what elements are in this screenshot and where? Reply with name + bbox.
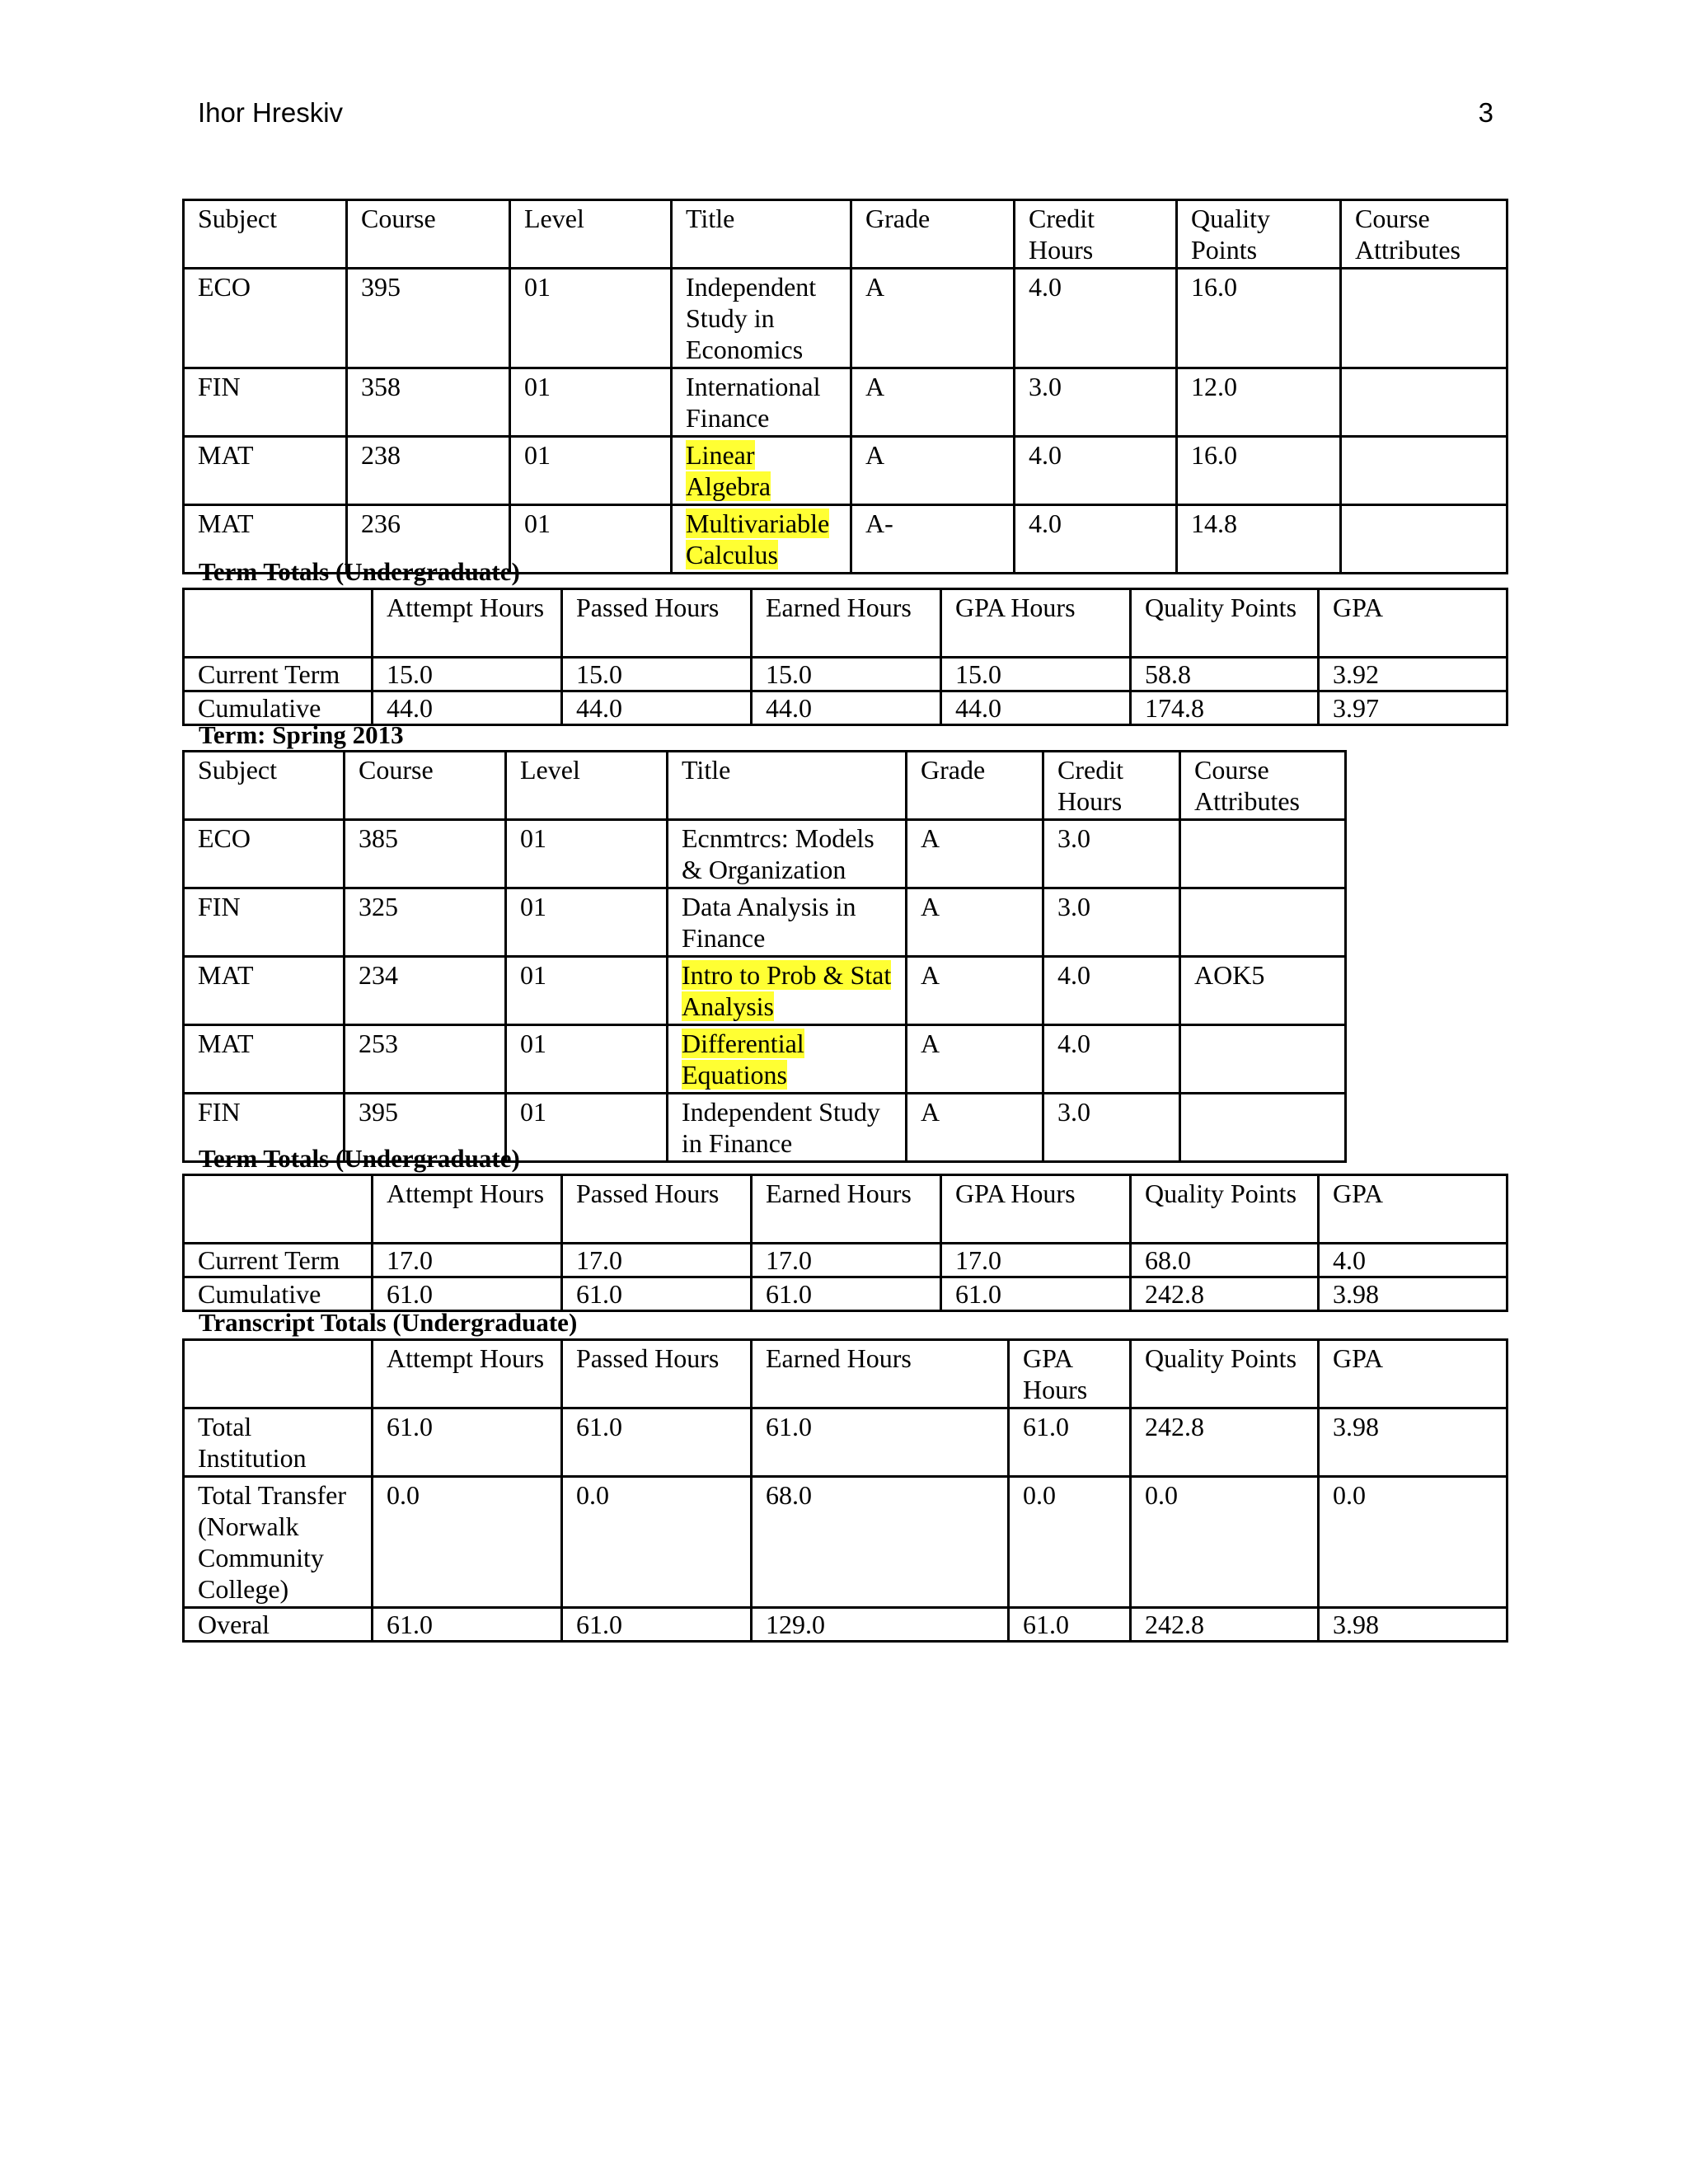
subject-cell: ECO (184, 820, 345, 888)
column-header: Earned Hours (752, 589, 941, 658)
attempt-cell: 0.0 (373, 1477, 562, 1608)
gpa-hours-cell: 17.0 (941, 1244, 1131, 1277)
column-header: GPA (1319, 1175, 1507, 1244)
subject-cell: FIN (184, 368, 347, 437)
attempt-cell: 61.0 (373, 1608, 562, 1642)
gpa-hours-cell: 44.0 (941, 691, 1131, 725)
passed-cell: 61.0 (562, 1408, 752, 1477)
gpa-hours-cell: 61.0 (941, 1277, 1131, 1311)
column-header (184, 589, 373, 658)
credit-cell: 3.0 (1043, 820, 1180, 888)
title-cell: Data Analysis in Finance (668, 888, 907, 957)
subject-cell: MAT (184, 505, 347, 574)
course-cell: 238 (347, 437, 510, 505)
quality-cell: 242.8 (1131, 1277, 1319, 1311)
attributes-cell (1341, 505, 1507, 574)
attributes-cell (1341, 437, 1507, 505)
course-cell: 253 (345, 1025, 506, 1094)
column-header: Attempt Hours (373, 589, 562, 658)
column-header: Subject (184, 752, 345, 820)
title-cell (672, 505, 851, 574)
level-cell: 01 (506, 957, 668, 1025)
column-header: Grade (851, 200, 1015, 269)
column-header: Title (672, 200, 851, 269)
quality-cell: 14.8 (1177, 505, 1341, 574)
level-cell: 01 (510, 437, 672, 505)
term-totals-table-2 (182, 1174, 1508, 1312)
title-cell (668, 1025, 907, 1094)
column-header: Earned Hours (752, 1175, 941, 1244)
attributes-cell (1180, 888, 1346, 957)
highlighted-title: Differential Equations (682, 1029, 804, 1090)
column-header: Quality Points (1131, 1340, 1319, 1408)
column-header: Passed Hours (562, 1175, 752, 1244)
earned-cell: 129.0 (752, 1608, 1009, 1642)
earned-cell: 68.0 (752, 1477, 1009, 1608)
quality-cell: 12.0 (1177, 368, 1341, 437)
gpa-cell: 0.0 (1319, 1477, 1507, 1608)
quality-cell: 68.0 (1131, 1244, 1319, 1277)
column-header: Level (506, 752, 668, 820)
table-row (184, 1477, 1507, 1608)
subject-cell: MAT (184, 957, 345, 1025)
attempt-cell: 17.0 (373, 1244, 562, 1277)
grade-cell: A (907, 820, 1043, 888)
term-totals-caption: Term Totals (Undergraduate) (199, 1144, 520, 1173)
attributes-cell (1180, 1094, 1346, 1162)
table-header-row (184, 200, 1507, 269)
transcript-totals-table (182, 1338, 1508, 1643)
course-cell: 358 (347, 368, 510, 437)
column-header: Course Attributes (1341, 200, 1507, 269)
column-header: Quality Points (1131, 1175, 1319, 1244)
attempt-cell: 15.0 (373, 658, 562, 691)
level-cell: 01 (510, 505, 672, 574)
earned-cell: 61.0 (752, 1277, 941, 1311)
credit-cell: 4.0 (1043, 957, 1180, 1025)
highlighted-title: Multivariable Calculus (686, 509, 830, 569)
quality-cell: 16.0 (1177, 437, 1341, 505)
course-table-1 (182, 199, 1508, 574)
table-row (184, 1025, 1346, 1094)
attempt-cell: 61.0 (373, 1408, 562, 1477)
row-label: Total Transfer (Norwalk Community College) (184, 1477, 373, 1608)
column-header: Quality Points (1131, 589, 1319, 658)
level-cell: 01 (510, 269, 672, 368)
row-label: Current Term (184, 658, 373, 691)
table-row (184, 437, 1507, 505)
passed-cell: 0.0 (562, 1477, 752, 1608)
grade-cell: A (907, 1094, 1043, 1162)
quality-cell: 0.0 (1131, 1477, 1319, 1608)
subject-cell: MAT (184, 1025, 345, 1094)
earned-cell: 17.0 (752, 1244, 941, 1277)
row-label: Cumulative (184, 1277, 373, 1311)
column-header (184, 1340, 373, 1408)
earned-cell: 61.0 (752, 1408, 1009, 1477)
attributes-cell (1180, 820, 1346, 888)
gpa-cell: 3.97 (1319, 691, 1507, 725)
table-row (184, 1244, 1507, 1277)
title-cell (668, 957, 907, 1025)
credit-cell: 3.0 (1043, 1094, 1180, 1162)
grade-cell: A (907, 957, 1043, 1025)
column-header: Attempt Hours (373, 1175, 562, 1244)
gpa-cell: 3.98 (1319, 1408, 1507, 1477)
column-header: GPA Hours (941, 589, 1131, 658)
transcript-totals-caption: Transcript Totals (Undergraduate) (199, 1308, 578, 1337)
row-label: Cumulative (184, 691, 373, 725)
passed-cell: 44.0 (562, 691, 752, 725)
term-totals-caption: Term Totals (Undergraduate) (199, 557, 520, 586)
quality-cell: 242.8 (1131, 1608, 1319, 1642)
title-cell: Independent Study in Finance (668, 1094, 907, 1162)
gpa-cell: 4.0 (1319, 1244, 1507, 1277)
level-cell: 01 (506, 820, 668, 888)
credit-cell: 4.0 (1043, 1025, 1180, 1094)
column-header: Earned Hours (752, 1340, 1009, 1408)
column-header: Subject (184, 200, 347, 269)
level-cell: 01 (506, 888, 668, 957)
credit-cell: 4.0 (1015, 437, 1177, 505)
grade-cell: A (851, 437, 1015, 505)
table-row (184, 1277, 1507, 1311)
subject-cell: FIN (184, 1094, 345, 1162)
title-cell (672, 437, 851, 505)
column-header: GPA (1319, 1340, 1507, 1408)
table-header-row (184, 752, 1346, 820)
column-header: GPA Hours (1009, 1340, 1131, 1408)
column-header: GPA (1319, 589, 1507, 658)
level-cell: 01 (510, 368, 672, 437)
highlighted-title: Intro to Prob & Stat Analysis (682, 960, 892, 1021)
table-row (184, 368, 1507, 437)
passed-cell: 15.0 (562, 658, 752, 691)
column-header: Passed Hours (562, 1340, 752, 1408)
level-cell: 01 (506, 1025, 668, 1094)
table-header-row (184, 1175, 1507, 1244)
title-cell: Independent Study in Economics (672, 269, 851, 368)
attempt-cell: 44.0 (373, 691, 562, 725)
row-label: Current Term (184, 1244, 373, 1277)
column-header: GPA Hours (941, 1175, 1131, 1244)
table-row (184, 269, 1507, 368)
row-label: Overal (184, 1608, 373, 1642)
column-header: Course (345, 752, 506, 820)
course-cell: 385 (345, 820, 506, 888)
subject-cell: ECO (184, 269, 347, 368)
row-label: Total Institution (184, 1408, 373, 1477)
table-row (184, 957, 1346, 1025)
column-header: Passed Hours (562, 589, 752, 658)
quality-cell: 16.0 (1177, 269, 1341, 368)
column-header: Credit Hours (1015, 200, 1177, 269)
column-header: Course Attributes (1180, 752, 1346, 820)
column-header: Credit Hours (1043, 752, 1180, 820)
table-header-row (184, 1340, 1507, 1408)
title-cell: Ecnmtrcs: Models & Organization (668, 820, 907, 888)
term-caption: Term: Spring 2013 (199, 720, 404, 749)
grade-cell: A (851, 368, 1015, 437)
course-cell: 395 (347, 269, 510, 368)
table-row (184, 820, 1346, 888)
column-header: Level (510, 200, 672, 269)
quality-cell: 58.8 (1131, 658, 1319, 691)
column-header: Course (347, 200, 510, 269)
passed-cell: 17.0 (562, 1244, 752, 1277)
attempt-cell: 61.0 (373, 1277, 562, 1311)
passed-cell: 61.0 (562, 1277, 752, 1311)
quality-cell: 242.8 (1131, 1408, 1319, 1477)
column-header: Quality Points (1177, 200, 1341, 269)
header-name: Ihor Hreskiv (198, 97, 344, 128)
gpa-cell: 3.92 (1319, 658, 1507, 691)
gpa-cell: 3.98 (1319, 1608, 1507, 1642)
gpa-hours-cell: 0.0 (1009, 1477, 1131, 1608)
gpa-hours-cell: 61.0 (1009, 1608, 1131, 1642)
course-cell: 236 (347, 505, 510, 574)
earned-cell: 15.0 (752, 658, 941, 691)
highlighted-title: Linear Algebra (686, 440, 771, 501)
subject-cell: FIN (184, 888, 345, 957)
column-header: Grade (907, 752, 1043, 820)
earned-cell: 44.0 (752, 691, 941, 725)
table-row (184, 658, 1507, 691)
credit-cell: 4.0 (1015, 505, 1177, 574)
course-cell: 325 (345, 888, 506, 957)
column-header (184, 1175, 373, 1244)
course-cell: 395 (345, 1094, 506, 1162)
grade-cell: A (907, 888, 1043, 957)
column-header: Title (668, 752, 907, 820)
subject-cell: MAT (184, 437, 347, 505)
grade-cell: A- (851, 505, 1015, 574)
credit-cell: 3.0 (1043, 888, 1180, 957)
attributes-cell (1341, 269, 1507, 368)
passed-cell: 61.0 (562, 1608, 752, 1642)
page-number: 3 (1478, 97, 1493, 128)
grade-cell: A (907, 1025, 1043, 1094)
attributes-cell (1180, 1025, 1346, 1094)
course-table-2 (182, 750, 1347, 1163)
gpa-cell: 3.98 (1319, 1277, 1507, 1311)
table-row (184, 1408, 1507, 1477)
level-cell: 01 (506, 1094, 668, 1162)
grade-cell: A (851, 269, 1015, 368)
course-cell: 234 (345, 957, 506, 1025)
quality-cell: 174.8 (1131, 691, 1319, 725)
attributes-cell (1341, 368, 1507, 437)
column-header: Attempt Hours (373, 1340, 562, 1408)
table-row (184, 1608, 1507, 1642)
term-totals-table-1 (182, 588, 1508, 726)
title-cell: International Finance (672, 368, 851, 437)
gpa-hours-cell: 61.0 (1009, 1408, 1131, 1477)
credit-cell: 3.0 (1015, 368, 1177, 437)
table-header-row (184, 589, 1507, 658)
attributes-cell: AOK5 (1180, 957, 1346, 1025)
gpa-hours-cell: 15.0 (941, 658, 1131, 691)
table-row (184, 888, 1346, 957)
credit-cell: 4.0 (1015, 269, 1177, 368)
